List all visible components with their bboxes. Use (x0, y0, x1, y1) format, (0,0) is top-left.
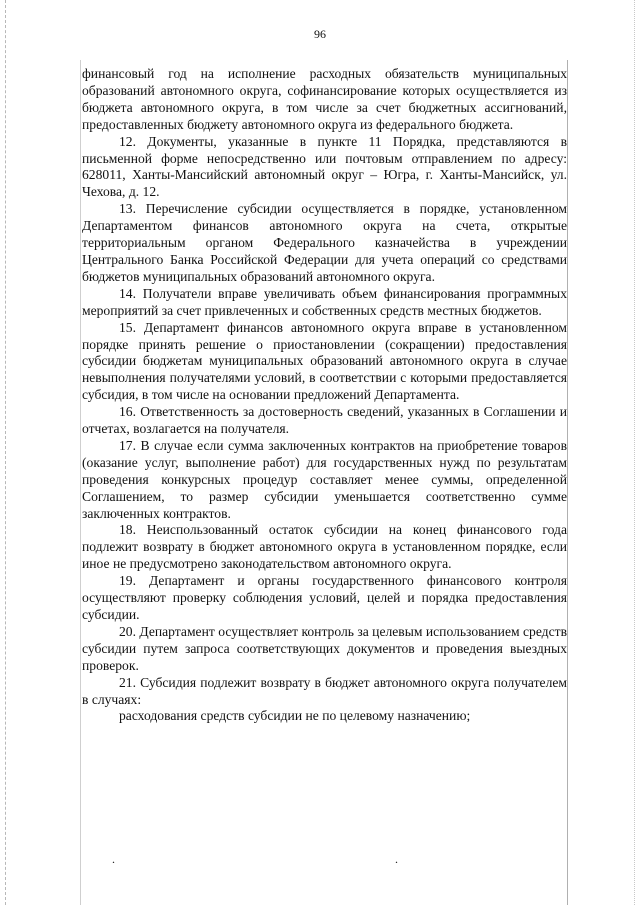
paragraph: 15. Департамент финансов автономного округа вправе в установленном порядке принять решение о приостановлении (сокращении) предоставления субсидии бюджетам муниципальных образований автономного округа в случае невыполнения получателями условий, в соответствии с которыми предоставляется субсидия, в том числе на основании предложений Департамента. (82, 319, 567, 403)
paragraph: 17. В случае если сумма заключенных контрактов на приобретение товаров (оказание услуг, выполнение работ) для государственных нужд по результатам проведения конкурсных процедур составляет менее суммы, определенной Соглашением, то размер субсидии уменьшается соответственно сумме заключенных контрактов. (82, 437, 567, 521)
footer-mark-right: . (395, 852, 398, 866)
paragraph: 13. Перечисление субсидии осуществляется в порядке, установленном Департаментом финансов автономного округа на счета, открытые территориальным органом Федерального казначейства в учреждении Центрального Банка Российской Федерации для учета операций со средствами бюджетов муниципальных образований автономного округа. (82, 201, 567, 284)
scan-edge-left (0, 0, 6, 905)
paragraph: 14. Получатели вправе увеличивать объем финансирования программных мероприятий за счет привлеченных и собственных средств местных бюджетов. (82, 285, 567, 318)
paragraph: финансовый год на исполнение расходных обязательств муниципальных образований автономного округа, софинансирование которых осуществляется из бюджета автономного округа, в том числе за счет бюджетных ассигнований, предоставленных бюджету автономного округа из федерального бюджета. (82, 66, 567, 132)
body-text (82, 66, 567, 725)
paragraph: 12. Документы, указанные в пункте 11 Порядка, представляются в письменной форме непосредственно или почтовым отправлением по адресу: 628011, Ханты-Мансийский автономный округ – Югра, г. Ханты-Мансийск, ул. Чехова, д. 12. (82, 133, 567, 200)
margin-line-right (567, 60, 568, 905)
margin-line-left (80, 60, 81, 905)
page-number: 96 (314, 27, 326, 41)
paragraph: 21. Субсидия подлежит возврату в бюджет автономного округа получателем в случаях: (82, 674, 567, 707)
paragraph: 19. Департамент и органы государственного финансового контроля осуществляют проверку соблюдения условий, целей и порядка предоставления субсидии. (82, 573, 567, 622)
scan-edge-right (634, 0, 638, 905)
paragraph: расходования средств субсидии не по целевому назначению; (119, 708, 471, 724)
footer-mark-left: . (112, 852, 115, 866)
paragraph: 18. Неиспользованный остаток субсидии на конец финансового года подлежит возврату в бюджет автономного округа в установленном порядке, если иное не предусмотрено законодательством автономного округа. (82, 522, 567, 572)
paragraph: 20. Департамент осуществляет контроль за целевым использованием средств субсидии путем запроса соответствующих документов и проведения выездных проверок. (82, 623, 567, 673)
paragraph: 16. Ответственность за достоверность сведений, указанных в Соглашении и отчетах, возлагается на получателя. (82, 404, 567, 437)
